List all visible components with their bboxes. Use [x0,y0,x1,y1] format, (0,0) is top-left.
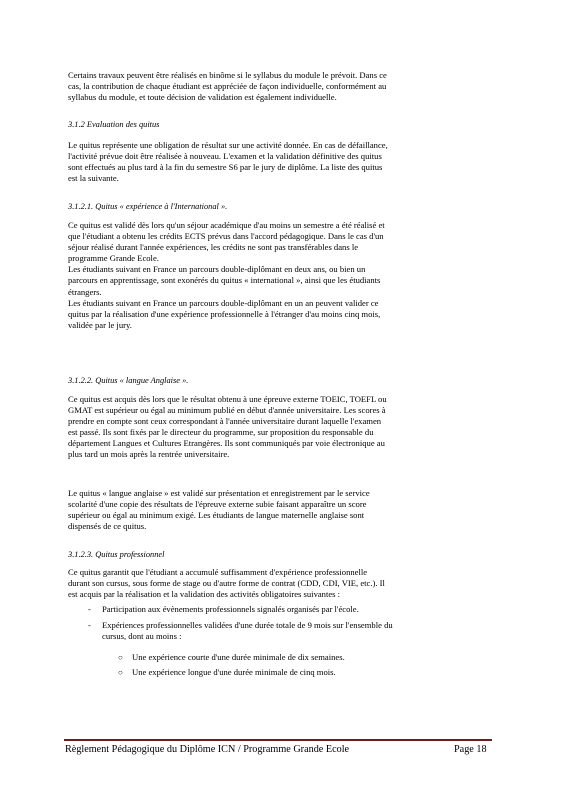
intro-line: cas, la contribution de chaque étudiant est appréciée de façon individuelle, conformément au [68,81,387,92]
paragraph-line: programme Grande Ecole. [68,253,159,264]
paragraph-line: Ce quitus garantit que l'étudiant a accumulé suffisamment d'expérience professionnelle [68,567,368,577]
circle-bullet-icon: ○ [118,653,123,662]
paragraph-line: parcours en apprentissage, sont exonérés du quitus « international », ainsi que les étudiants [68,275,381,286]
list-item-line: Expériences professionnelles validées d'une durée totale de 9 mois sur l'ensemble du [102,620,393,630]
dash-bullet-icon: - [88,620,91,630]
paragraph-line: Le quitus représente une obligation de résultat sur une activité donnée. En cas de défaillance, [68,140,388,150]
paragraph-line: Les étudiants suivant en France un parcours double-diplômant en deux ans, ou bien un [68,264,366,275]
paragraph-line: GMAT est supérieur ou égal au minimum publié en début d'année universitaire. Les scores à [68,405,386,416]
paragraph-line: séjour réalisé durant l'année expériences, les crédits ne sont pas transférables dans le [68,242,359,253]
paragraph-line: Les étudiants suivant en France un parcours double-diplômant en un an peuvent valider ce [68,297,379,308]
intro-line: Certains travaux peuvent être réalisés en binôme si le syllabus du module le prévoit. Dans ce [68,70,387,80]
circle-bullet-icon: ○ [118,668,123,677]
paragraph-line: étrangers. [68,286,102,297]
list-item-text: Participation aux évènements professionnels signalés organisés par l'école. [102,604,359,614]
paragraph-line: validée par le jury. [68,319,132,330]
subsection-heading: 3.1.2.1. Quitus « expérience à l'International ». [68,202,228,211]
list-item [0,620,565,644]
paragraph-line: scolarité d'une copie des résultats de l'épreuve externe subie faisant apparaître un score [68,499,367,510]
footer-title: Règlement Pédagogique du Diplôme ICN / Programme Grande Ecole [65,744,350,755]
paragraph-line: dispensés de ce quitus. [68,521,147,532]
section-paragraph [68,140,491,184]
paragraph-line: département Langues et Cultures Etrangères. Ils sont communiqués par voie électronique au [68,438,385,449]
section-paragraph [68,394,491,461]
dash-bullet-icon: - [88,604,91,614]
paragraph-line: Le quitus « langue anglaise » est validé sur présentation et enregistrement par le service [68,488,370,498]
sub-list-item-text: Une expérience courte d'une durée minimale de dix semaines. [132,652,345,662]
paragraph-line: est acquis par la réalisation et la validation des activités obligatoires suivantes : [68,589,341,600]
paragraph-line: que l'étudiant a obtenu les crédits ECTS prévus dans l'accord pédagogique. Dans le cas d'un [68,231,384,242]
page-number: Page 18 [454,744,487,755]
subsection-heading: 3.1.2.3. Quitus professionnel [68,550,165,559]
paragraph-line: supérieur ou égal au minimum exigé. Les étudiants de langue maternelle anglaise sont [68,510,365,521]
footer-divider [64,739,492,741]
section-paragraph [68,220,491,331]
paragraph-line: est passé. Ils sont fixés par le directeur du programme, sur proposition du responsable du [68,427,374,438]
sub-list-item [0,667,565,679]
sub-list-item-text: Une expérience longue d'une durée minimale de cinq mois. [132,667,336,677]
paragraph-line: plus tard un mois après la rentrée universitaire. [68,449,230,460]
section-paragraph [68,567,491,600]
list-item-line: cursus, dont au moins : [102,631,182,642]
subsection-heading: 3.1.2.2. Quitus « langue Anglaise ». [68,376,189,385]
section-paragraph [68,488,491,532]
section-heading: 3.1.2 Evaluation des quitus [68,120,160,129]
paragraph-line: sont effectués au plus tard à la fin du semestre S6 par le jury de diplôme. La liste des quitus [68,162,383,173]
paragraph-line: durant son cursus, sous forme de stage ou d'autre forme de contrat (CDD, CDI, VIE, etc.). Il [68,578,385,589]
paragraph-line: quitus par la réalisation d'une expérience professionnelle à l'étranger d'au moins cinq mois, [68,308,381,319]
intro-line: syllabus du module, et toute décision de validation est également individuelle. [68,92,337,103]
paragraph-line: Ce quitus est acquis dès lors que le résultat obtenu à une épreuve externe TOEIC, TOEFL ou [68,394,387,404]
paragraph-line: prendre en compte sont ceux correspondant à l'année universitaire durant laquelle l'examen [68,416,382,427]
intro-paragraph [68,70,491,103]
list-item [0,604,565,616]
paragraph-line: Ce quitus est validé dès lors qu'un séjour académique d'au moins un semestre a été réalisé et [68,220,385,230]
paragraph-line: est la suivante. [68,173,119,184]
list-item-text [102,620,494,642]
sub-list-item [0,652,565,664]
paragraph-line: l'activité prévue doit être réalisée à nouveau. L'examen et la validation définitive des quitus [68,151,382,162]
